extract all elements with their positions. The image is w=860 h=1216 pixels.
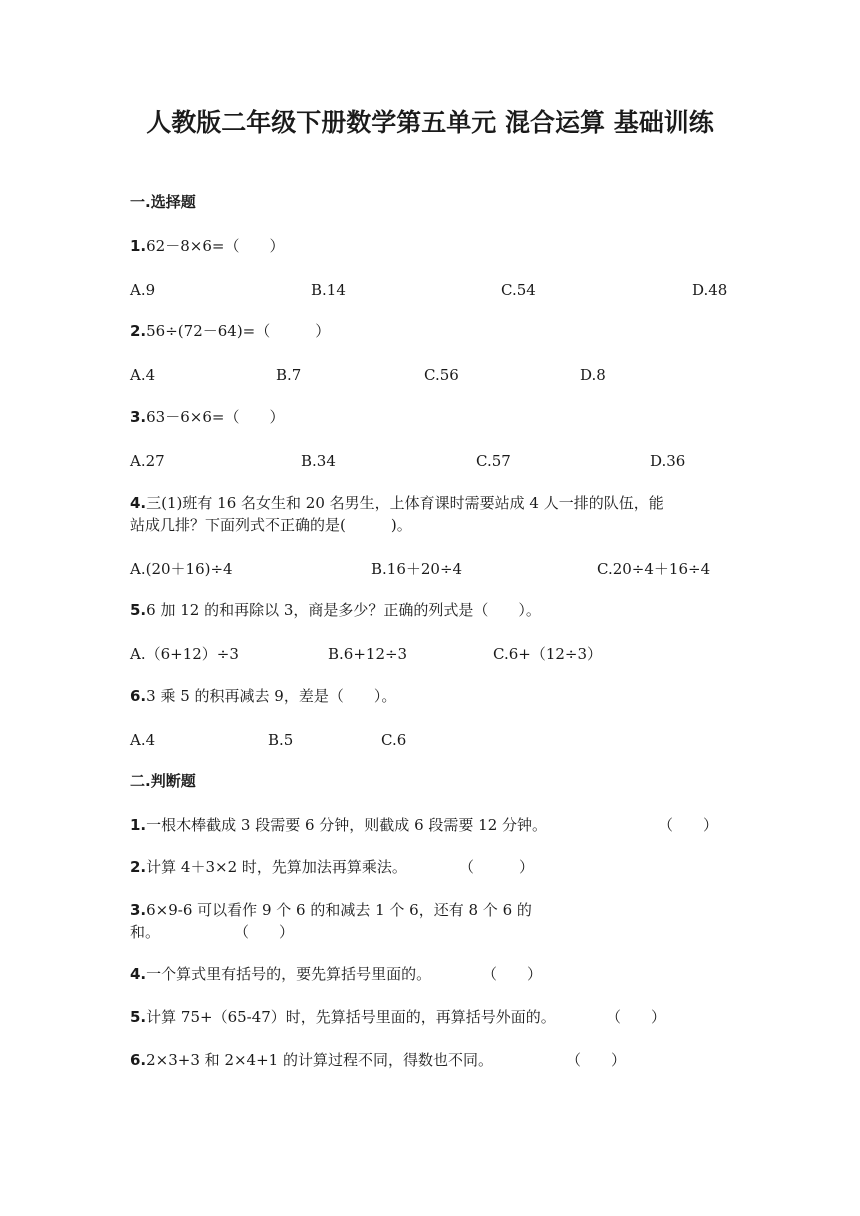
option-b: B.7 xyxy=(276,366,302,384)
page-title: 人教版二年级下册数学第五单元 混合运算 基础训练 xyxy=(146,108,714,137)
question-number: 1. xyxy=(130,237,147,255)
question-2-3 xyxy=(130,900,532,920)
question-2-4 xyxy=(130,964,431,984)
question-text: 三(1)班有 16 名女生和 20 名男生，上体育课时需要站成 4 人一排的队伍，能 xyxy=(146,494,664,512)
question-text: 2×3+3 和 2×4+1 的计算过程不同，得数也不同。 xyxy=(146,1051,493,1069)
option-b: B.6+12÷3 xyxy=(328,645,408,663)
answer-parentheses: （ ） xyxy=(658,816,719,834)
option-c: C.54 xyxy=(501,281,536,299)
question-text: 计算 4＋3×2 时，先算加法再算乘法。 xyxy=(146,858,407,876)
question-number: 6. xyxy=(130,1051,147,1069)
question-1-4-continued: 站成几排？下面列式不正确的是( )。 xyxy=(130,516,412,534)
question-number: 3. xyxy=(130,408,147,426)
question-number: 4. xyxy=(130,494,147,512)
question-number: 4. xyxy=(130,965,147,983)
option-d: D.8 xyxy=(580,366,606,384)
question-text: 63－6×6=（ ） xyxy=(146,408,285,426)
option-c: C.6+（12÷3） xyxy=(493,645,603,663)
option-b: B.5 xyxy=(268,731,294,749)
option-a: A.9 xyxy=(130,281,156,299)
question-1-5 xyxy=(130,600,541,620)
question-1-4 xyxy=(130,493,664,513)
question-1-3 xyxy=(130,407,284,427)
answer-parentheses: （ ） xyxy=(234,923,295,941)
option-b: B.14 xyxy=(311,281,346,299)
question-text: 6×9-6 可以看作 9 个 6 的和减去 1 个 6，还有 8 个 6 的 xyxy=(146,901,532,919)
answer-parentheses: （ ） xyxy=(566,1051,627,1069)
section-heading-choice: 一.选择题 xyxy=(130,193,196,211)
question-1-1 xyxy=(130,236,284,256)
option-b: B.34 xyxy=(301,452,336,470)
question-2-1 xyxy=(130,815,547,835)
question-number: 5. xyxy=(130,1008,147,1026)
option-c: C.56 xyxy=(424,366,459,384)
option-a: A.4 xyxy=(130,366,156,384)
question-1-6 xyxy=(130,686,396,706)
question-number: 5. xyxy=(130,601,147,619)
question-text: 一个算式里有括号的，要先算括号里面的。 xyxy=(146,965,432,983)
question-number: 1. xyxy=(130,816,147,834)
section-heading-judgement: 二.判断题 xyxy=(130,772,196,790)
option-d: D.48 xyxy=(692,281,728,299)
option-b: B.16＋20÷4 xyxy=(371,560,463,578)
option-c: C.20÷4＋16÷4 xyxy=(597,560,711,578)
option-d: D.36 xyxy=(650,452,686,470)
option-a: A.4 xyxy=(130,731,156,749)
question-number: 3. xyxy=(130,901,147,919)
answer-parentheses: （ ） xyxy=(459,858,535,876)
question-2-2 xyxy=(130,857,407,877)
answer-parentheses: （ ） xyxy=(482,965,543,983)
option-a: A.27 xyxy=(130,452,165,470)
question-text: 6 加 12 的和再除以 3，商是多少？正确的列式是（ ）。 xyxy=(146,601,541,619)
question-2-5 xyxy=(130,1007,556,1027)
question-text: 3 乘 5 的积再减去 9，差是（ ）。 xyxy=(146,687,397,705)
question-1-2 xyxy=(130,321,330,341)
option-c: C.57 xyxy=(476,452,511,470)
option-a: A.(20＋16)÷4 xyxy=(130,560,233,578)
question-text: 56÷(72－64)=（ ） xyxy=(146,322,331,340)
question-number: 2. xyxy=(130,322,147,340)
question-number: 2. xyxy=(130,858,147,876)
question-text: 62－8×6=（ ） xyxy=(146,237,285,255)
answer-parentheses: （ ） xyxy=(606,1008,667,1026)
question-2-6 xyxy=(130,1050,493,1070)
question-text: 计算 75+（65-47）时，先算括号里面的，再算括号外面的。 xyxy=(146,1008,556,1026)
question-number: 6. xyxy=(130,687,147,705)
option-a: A.（6+12）÷3 xyxy=(130,645,239,663)
question-text: 一根木棒截成 3 段需要 6 分钟，则截成 6 段需要 12 分钟。 xyxy=(146,816,548,834)
question-2-3-continued: 和。 xyxy=(130,923,161,941)
option-c: C.6 xyxy=(381,731,407,749)
